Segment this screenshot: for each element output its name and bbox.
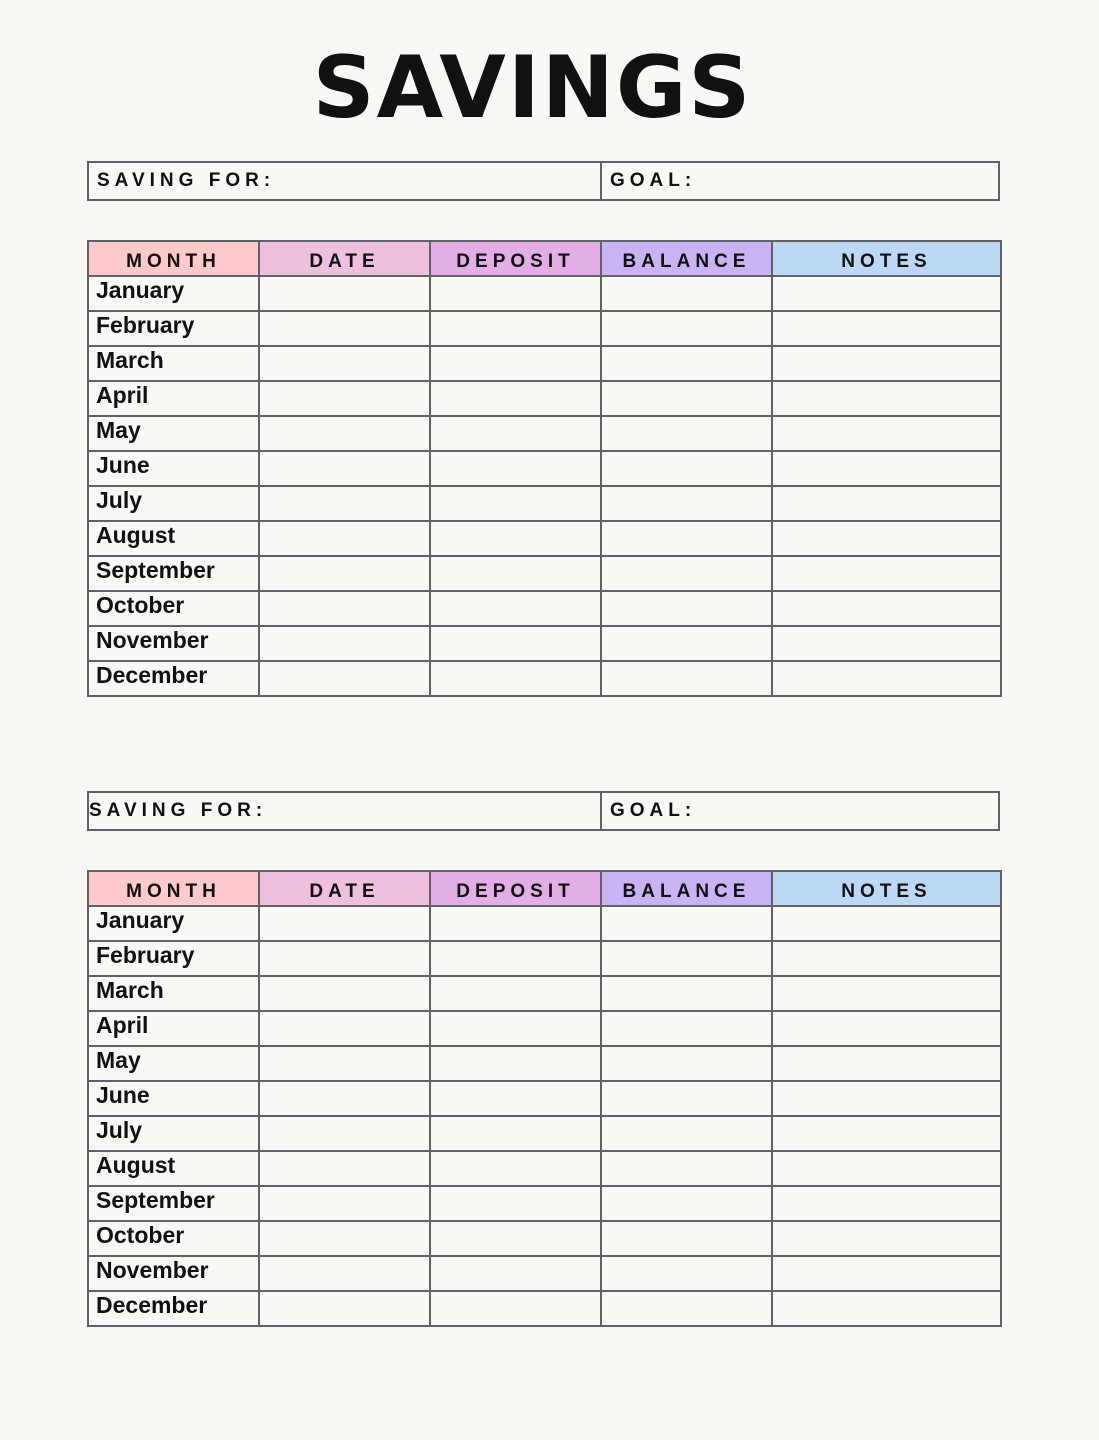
saving-goal-row [87,791,1000,831]
goal-field[interactable] [602,163,998,199]
balance-cell[interactable] [601,1291,772,1326]
notes-cell[interactable] [772,591,1001,626]
balance-cell[interactable] [601,311,772,346]
notes-cell[interactable] [772,661,1001,696]
date-cell[interactable] [259,451,430,486]
month-label: September [88,556,259,591]
balance-cell[interactable] [601,626,772,661]
date-cell[interactable] [259,276,430,311]
notes-cell[interactable] [772,451,1001,486]
month-label: July [88,486,259,521]
table-row [88,346,1001,381]
balance-cell[interactable] [601,556,772,591]
date-cell[interactable] [259,1186,430,1221]
table-row [88,416,1001,451]
notes-cell[interactable] [772,556,1001,591]
month-label: June [88,1081,259,1116]
date-cell[interactable] [259,1221,430,1256]
savings-table [87,870,1002,1327]
table-body [88,906,1001,1326]
date-cell[interactable] [259,941,430,976]
table-row [88,976,1001,1011]
date-cell[interactable] [259,1116,430,1151]
month-label: October [88,1221,259,1256]
saving-for-label: SAVING FOR: [97,170,276,191]
month-label: December [88,1291,259,1326]
date-cell[interactable] [259,1046,430,1081]
date-cell[interactable] [259,416,430,451]
date-cell[interactable] [259,1011,430,1046]
date-cell[interactable] [259,346,430,381]
notes-cell[interactable] [772,276,1001,311]
balance-cell[interactable] [601,906,772,941]
deposit-cell[interactable] [430,906,601,941]
deposit-cell[interactable] [430,1046,601,1081]
deposit-cell[interactable] [430,276,601,311]
date-cell[interactable] [259,591,430,626]
deposit-cell[interactable] [430,486,601,521]
balance-cell[interactable] [601,941,772,976]
table-row [88,1291,1001,1326]
deposit-cell[interactable] [430,1081,601,1116]
date-cell[interactable] [259,381,430,416]
deposit-cell[interactable] [430,661,601,696]
notes-cell[interactable] [772,626,1001,661]
table-header-row [88,241,1001,276]
notes-cell[interactable] [772,1116,1001,1151]
table-row [88,661,1001,696]
saving-for-field[interactable] [89,163,602,199]
table-row [88,1081,1001,1116]
notes-cell[interactable] [772,311,1001,346]
date-cell[interactable] [259,661,430,696]
deposit-cell[interactable] [430,346,601,381]
deposit-cell[interactable] [430,1256,601,1291]
balance-cell[interactable] [601,346,772,381]
table-row [88,276,1001,311]
notes-cell[interactable] [772,486,1001,521]
table-row [88,381,1001,416]
deposit-cell[interactable] [430,1291,601,1326]
balance-cell[interactable] [601,1151,772,1186]
table-row [88,521,1001,556]
balance-cell[interactable] [601,1186,772,1221]
month-label: April [88,381,259,416]
month-label: August [88,521,259,556]
month-label: March [88,976,259,1011]
deposit-cell[interactable] [430,1116,601,1151]
notes-cell[interactable] [772,1011,1001,1046]
deposit-cell[interactable] [430,556,601,591]
notes-cell[interactable] [772,1256,1001,1291]
saving-for-label: SAVING FOR: [89,800,268,821]
notes-cell[interactable] [772,1046,1001,1081]
month-label: March [88,346,259,381]
notes-cell[interactable] [772,1221,1001,1256]
notes-cell[interactable] [772,976,1001,1011]
date-cell[interactable] [259,626,430,661]
goal-label: GOAL: [610,800,697,821]
month-column-header: MONTH [88,241,259,276]
month-column-header: MONTH [88,871,259,906]
notes-cell[interactable] [772,416,1001,451]
table-row [88,906,1001,941]
date-cell[interactable] [259,521,430,556]
table-header-row [88,871,1001,906]
month-label: January [88,276,259,311]
balance-column-header: BALANCE [601,241,772,276]
balance-cell[interactable] [601,486,772,521]
deposit-cell[interactable] [430,311,601,346]
page-title: SAVINGS [312,38,753,138]
deposit-cell[interactable] [430,976,601,1011]
table-row [88,1116,1001,1151]
date-cell[interactable] [259,1256,430,1291]
balance-cell[interactable] [601,276,772,311]
notes-cell[interactable] [772,1291,1001,1326]
deposit-cell[interactable] [430,591,601,626]
saving-goal-row [87,161,1000,201]
date-cell[interactable] [259,486,430,521]
notes-column-header: NOTES [772,871,1001,906]
month-label: June [88,451,259,486]
table-row [88,451,1001,486]
table-row [88,1046,1001,1081]
date-cell[interactable] [259,906,430,941]
balance-cell[interactable] [601,1046,772,1081]
deposit-cell[interactable] [430,451,601,486]
table-body [88,276,1001,696]
month-label: January [88,906,259,941]
table-row [88,1256,1001,1291]
balance-cell[interactable] [601,1221,772,1256]
balance-cell[interactable] [601,1256,772,1291]
date-cell[interactable] [259,1151,430,1186]
deposit-column-header: DEPOSIT [430,241,601,276]
balance-cell[interactable] [601,521,772,556]
month-label: July [88,1116,259,1151]
notes-cell[interactable] [772,346,1001,381]
balance-cell[interactable] [601,591,772,626]
month-label: February [88,311,259,346]
notes-column-header: NOTES [772,241,1001,276]
deposit-cell[interactable] [430,1186,601,1221]
savings-table [87,240,1002,697]
table-row [88,486,1001,521]
date-cell[interactable] [259,311,430,346]
balance-cell[interactable] [601,976,772,1011]
table-row [88,591,1001,626]
notes-cell[interactable] [772,1186,1001,1221]
balance-cell[interactable] [601,416,772,451]
table-row [88,1011,1001,1046]
deposit-cell[interactable] [430,381,601,416]
date-cell[interactable] [259,1081,430,1116]
month-label: November [88,1256,259,1291]
goal-field[interactable] [602,793,998,829]
deposit-cell[interactable] [430,1151,601,1186]
deposit-cell[interactable] [430,416,601,451]
date-cell[interactable] [259,556,430,591]
deposit-cell[interactable] [430,626,601,661]
table-row [88,1151,1001,1186]
deposit-cell[interactable] [430,941,601,976]
month-label: April [88,1011,259,1046]
table-row [88,1221,1001,1256]
table-row [88,941,1001,976]
notes-cell[interactable] [772,941,1001,976]
month-label: November [88,626,259,661]
goal-label: GOAL: [610,170,697,191]
month-label: September [88,1186,259,1221]
balance-cell[interactable] [601,1116,772,1151]
month-label: May [88,1046,259,1081]
date-cell[interactable] [259,976,430,1011]
balance-cell[interactable] [601,451,772,486]
balance-cell[interactable] [601,381,772,416]
month-label: December [88,661,259,696]
table-row [88,626,1001,661]
balance-cell[interactable] [601,1081,772,1116]
notes-cell[interactable] [772,521,1001,556]
deposit-cell[interactable] [430,521,601,556]
date-column-header: DATE [259,241,430,276]
month-label: August [88,1151,259,1186]
month-label: May [88,416,259,451]
notes-cell[interactable] [772,906,1001,941]
date-cell[interactable] [259,1291,430,1326]
date-column-header: DATE [259,871,430,906]
month-label: October [88,591,259,626]
notes-cell[interactable] [772,1151,1001,1186]
balance-cell[interactable] [601,1011,772,1046]
deposit-column-header: DEPOSIT [430,871,601,906]
deposit-cell[interactable] [430,1011,601,1046]
notes-cell[interactable] [772,1081,1001,1116]
deposit-cell[interactable] [430,1221,601,1256]
month-label: February [88,941,259,976]
saving-for-field[interactable] [89,793,602,829]
balance-column-header: BALANCE [601,871,772,906]
table-row [88,1186,1001,1221]
balance-cell[interactable] [601,661,772,696]
table-row [88,311,1001,346]
notes-cell[interactable] [772,381,1001,416]
table-row [88,556,1001,591]
